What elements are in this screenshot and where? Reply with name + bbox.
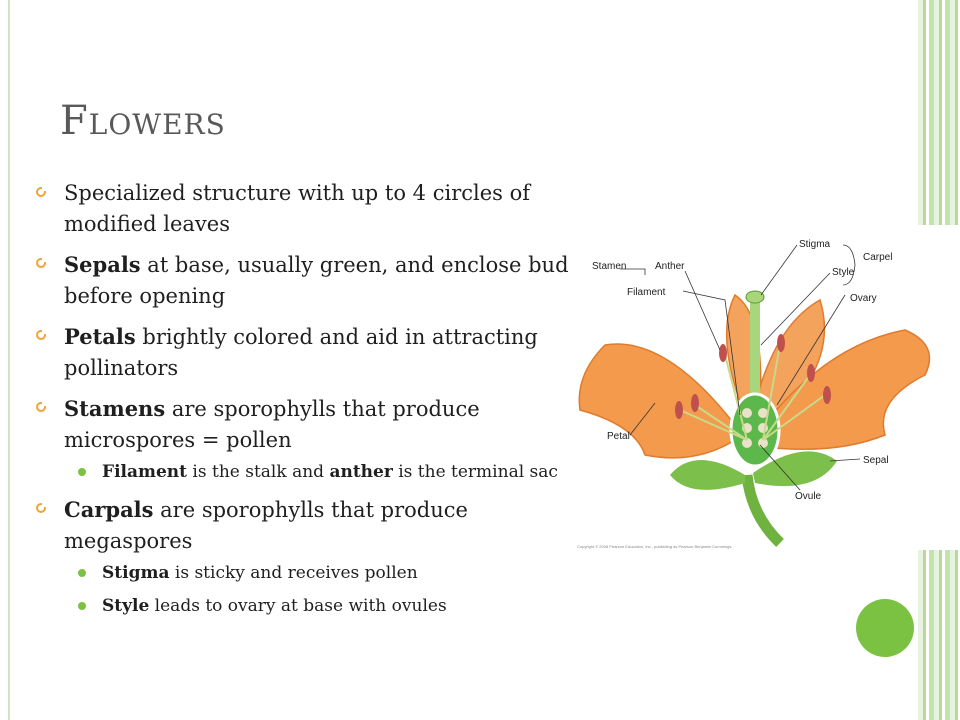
sub-bullet-dot [78,602,86,610]
ovule [742,408,752,418]
anther [807,364,815,382]
label-ovule: Ovule [795,491,822,502]
sub-bullet-list [64,561,596,619]
stigma-leader [761,245,797,295]
bullet-item [36,494,596,619]
sub-bullet-bold: Style [102,596,150,616]
bullet-lead: Petals [64,324,136,349]
sub-bullet-item [64,594,596,619]
bullet-item [36,178,596,240]
anther [691,394,699,412]
copyright-credit: Copyright © 2008 Pearson Education, Inc., publishing as Pearson Benjamin Cummings. [577,544,733,549]
label-petal: Petal [607,431,630,442]
sub-bullet-list [64,460,596,485]
bullet-icon [36,402,46,412]
left-border-rule [8,0,10,720]
sepal-left [670,460,745,490]
bullet-icon [36,258,46,268]
bullet-icon [36,330,46,340]
bullet-text: Specialized structure with up to 4 circles of modified leaves [64,181,530,236]
decorative-green-circle [856,599,914,657]
sub-bullet-bold: anther [329,462,393,482]
sub-bullet-text: is the terminal sac [392,462,558,482]
bullet-text: brightly colored and aid in attracting pollinators [64,325,538,380]
slide-title: Flowers [60,98,226,144]
flower-diagram [575,225,935,555]
anther-leader [685,271,720,350]
stigma [746,291,764,303]
sub-bullet-item [64,460,596,485]
bullet-list [36,178,596,628]
label-stamen: Stamen [592,261,627,272]
bullet-text: are sporophylls that produce megaspores [64,498,468,553]
bullet-icon [36,503,46,513]
label-filament: Filament [627,287,666,298]
anther [777,334,785,352]
carpel-bracket [843,245,855,285]
bullet-item [36,249,596,312]
label-stigma: Stigma [799,239,831,250]
bullet-item [36,393,596,485]
label-carpel: Carpel [863,252,893,263]
sub-bullet-dot [78,468,86,476]
sub-bullet-bold: Stigma [102,563,170,583]
bullet-icon [36,187,46,197]
bullet-lead: Stamens [64,396,166,421]
label-style: Style [832,267,855,278]
bullet-text: at base, usually green, and enclose bud before opening [64,253,569,308]
petal-left [579,344,735,458]
anther [719,344,727,362]
label-ovary: Ovary [850,293,877,304]
bullet-item [36,321,596,384]
bullet-text: are sporophylls that produce microspores = pollen [64,397,480,452]
sub-bullet-text: leads to ovary at base with ovules [149,596,447,616]
sub-bullet-text: is sticky and receives pollen [169,563,418,583]
sub-bullet-bold: Filament [102,462,188,482]
sub-bullet-item [64,561,596,586]
sub-bullet-dot [78,569,86,577]
sub-bullet-text: is the stalk and [187,462,330,482]
anther [823,386,831,404]
label-anther: Anther [655,261,685,272]
bullet-lead: Carpals [64,497,154,522]
label-sepal: Sepal [863,455,889,466]
bullet-lead: Sepals [64,252,141,277]
anther [675,401,683,419]
